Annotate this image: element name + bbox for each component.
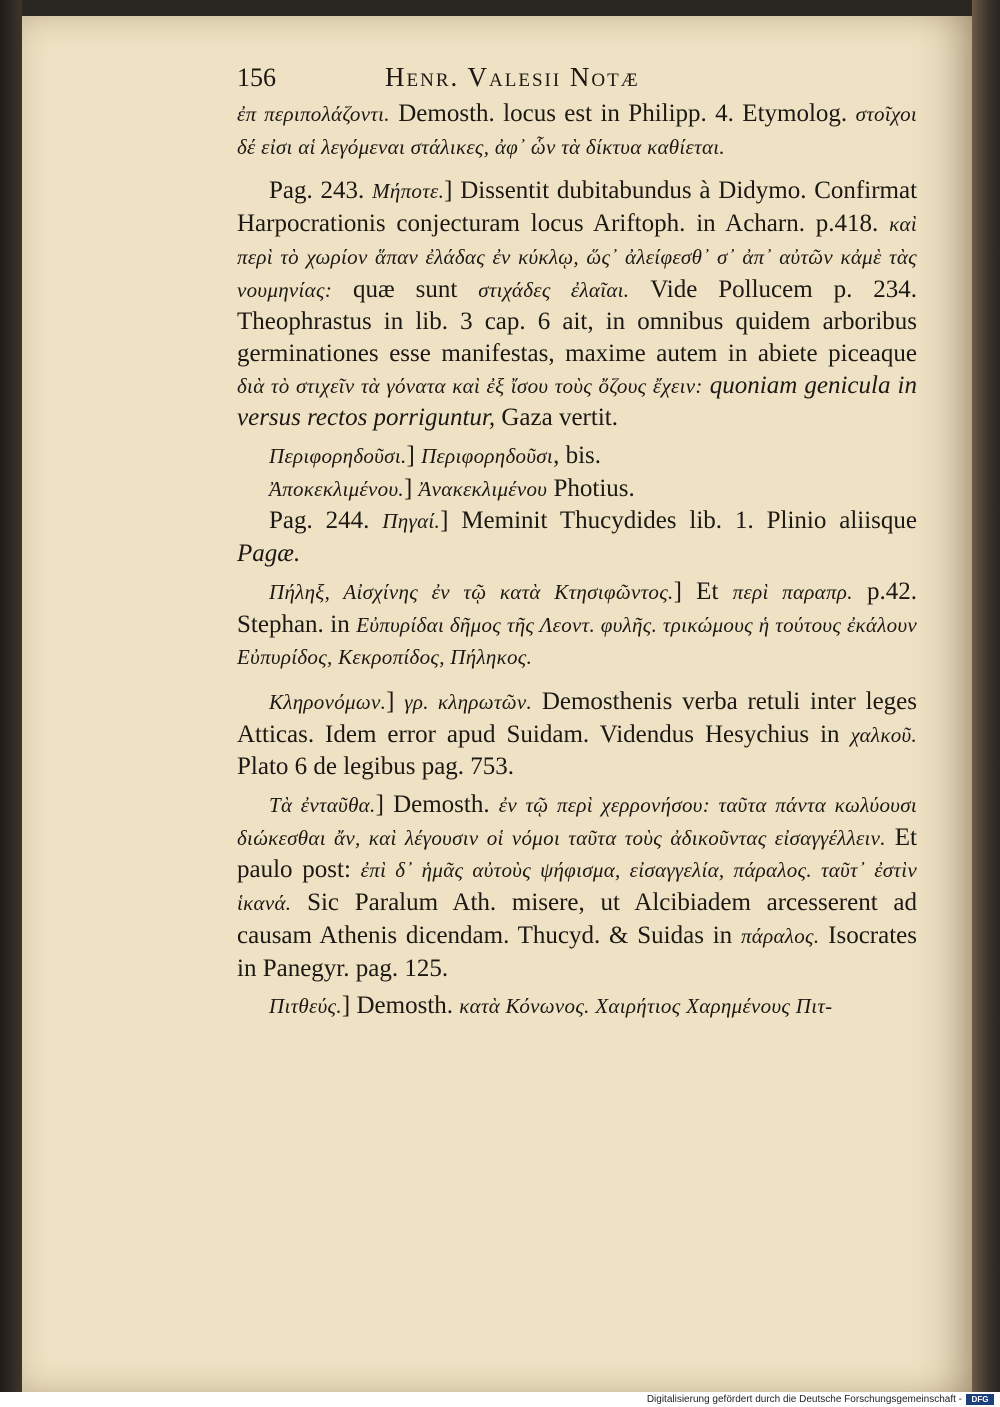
footer-credit: Digitalisierung gefördert durch die Deutsche Forschungsgemeinschaft - [646, 1394, 962, 1405]
latin-text: ] [403, 474, 419, 502]
greek-lemma: Πηγαί. [382, 509, 441, 534]
greek-lemma: Περιφορηδοῦσι. [269, 444, 407, 469]
latin-text: Pag. 243. [269, 177, 373, 205]
greek-text: στοῖχοι δέ εἰσι αἱ λεγόμεναι στάλικες, ἀφ᾽ ὧν τὰ δίκτυα καθίεται. [237, 102, 918, 159]
book-spine-shadow [972, 0, 1000, 1392]
latin-text: p.42. Stephan. in [237, 577, 918, 638]
latin-text: quæ sunt [332, 275, 479, 303]
latin-text: ] [406, 442, 422, 470]
greek-text: ἐν τῷ περὶ χερρονήσου: ταῦτα πάντα κωλύουσι διώκεσθαι ἄν, καὶ λέγουσιν οἱ νόμοι ταῦτα τοὺς ἀδικοῦντας εἰσαγγέλλειν. [237, 793, 917, 850]
paragraph-4 [237, 473, 917, 506]
greek-text: ἐπ περιπολάζοντι. [237, 102, 390, 126]
greek-lemma: Κληρονόμων. [269, 689, 387, 714]
latin-text: ] Demosth. [375, 791, 499, 819]
greek-text: Ἀνακεκλιμένου [418, 476, 548, 501]
greek-text: διὰ τὸ στιχεῖν τὰ γόνατα καὶ ἐξ ἴσου τοὺς ὄζους ἔχειν: [237, 373, 703, 398]
italic-text: quoniam genicula in versus rectos porriguntur, [237, 371, 918, 432]
latin-text: Pag. 244. [269, 507, 383, 535]
latin-text: Demosth. locus est in Philipp. 4. Etymolog. [389, 100, 856, 127]
latin-text: ] [386, 687, 405, 715]
latin-text: Et paulo post: [237, 823, 917, 884]
latin-text: Vide Pollucem p. 234. Theophrastus in lib. 3 cap. 6 ait, in omnibus quidem arboribus germinationes esse manifestas, maxime autem in abiete piceaque [237, 275, 917, 367]
paragraph-6 [237, 576, 917, 674]
latin-text: ] Meminit Thucydides lib. 1. Plinio aliisque [440, 507, 918, 535]
page-text-block [237, 62, 917, 1023]
latin-text: , bis. [553, 442, 601, 470]
latin-text: Isocrates in Panegyr. pag. 125. [237, 921, 917, 982]
greek-lemma: Πήληξ, Αἰσχίνης ἐν τῷ κατὰ Κτησιφῶντος. [269, 579, 674, 604]
latin-text: Sic Paralum Ath. misere, ut Alcibiadem arcesserent ad causam Athenis dicendam. Thucyd. & Suidas in [237, 889, 917, 949]
greek-text: στιχάδες ἐλαῖαι. [478, 277, 630, 302]
greek-text: Περιφορηδοῦσι [421, 444, 554, 469]
latin-text: Plato 6 de legibus pag. 753. [237, 753, 515, 781]
paragraph-1 [237, 98, 917, 163]
latin-text: ] Dissentit dubitabundus à Didymo. Confirmat Harpocrationis conjecturam locus Ariftoph. in Acharn. p.418. [237, 177, 918, 238]
greek-text: χαλκοῦ. [850, 722, 917, 747]
paragraph-9 [237, 990, 917, 1023]
greek-lemma: Πιτθεύς. [269, 994, 342, 1019]
latin-text: ] Et [673, 577, 733, 605]
latin-text: Demosthenis verba retuli inter leges Atticas. Idem error apud Suidam. Videndus Hesychius in [237, 687, 917, 748]
digitization-footer [0, 1392, 1000, 1407]
latin-text: Photius. [547, 474, 635, 502]
greek-lemma: Ἀποκεκλιμένου. [269, 476, 404, 501]
latin-text: Gaza vertit. [495, 404, 618, 432]
paragraph-5 [237, 505, 917, 569]
paragraph-7 [237, 686, 917, 783]
running-title: Henr. Valesii Notæ [385, 62, 640, 92]
italic-text: Pagæ. [237, 540, 301, 568]
page-number: 156 [237, 63, 276, 92]
book-left-edge [0, 0, 22, 1392]
greek-text: κατὰ Κόνωνος. Χαιρήτιος Χαρημένους Πιτ- [459, 994, 833, 1019]
greek-text: γρ. κληρωτῶν. [404, 689, 533, 714]
latin-text: ] Demosth. [341, 992, 460, 1020]
greek-text: Εὐπυρίδαι δῆμος τῆς Λεοντ. φυλῆς. τρικώμους ἡ τούτους ἐκάλουν Εὐπυρίδος, Κεκροπίδος, Πήληκος. [237, 612, 917, 670]
running-head [237, 62, 917, 96]
greek-lemma: Τὰ ἐνταῦθα. [269, 793, 376, 818]
greek-text: ἐπὶ δ᾽ ἡμᾶς αὐτοὺς ψήφισμα, εἰσαγγελία, πάραλος. ταῦτ᾽ ἐστὶν ἱκανά. [237, 858, 917, 916]
paragraph-2 [237, 175, 917, 434]
greek-text: περὶ παραπρ. [732, 579, 853, 604]
paragraph-8 [237, 789, 917, 984]
paragraph-3 [237, 440, 917, 473]
dfg-logo: DFG [966, 1394, 994, 1405]
greek-lemma: Μήποτε. [372, 179, 445, 204]
greek-text: πάραλος. [740, 923, 820, 948]
greek-text: καὶ περὶ τὸ χωρίον ἅπαν ἐλάδας ἐν κύκλῳ, ὥς᾽ ἀλείφεσθ᾽ σ᾽ ἀπ᾽ αὐτῶν κἀμὲ τὰς νουμηνίας: [237, 212, 917, 302]
